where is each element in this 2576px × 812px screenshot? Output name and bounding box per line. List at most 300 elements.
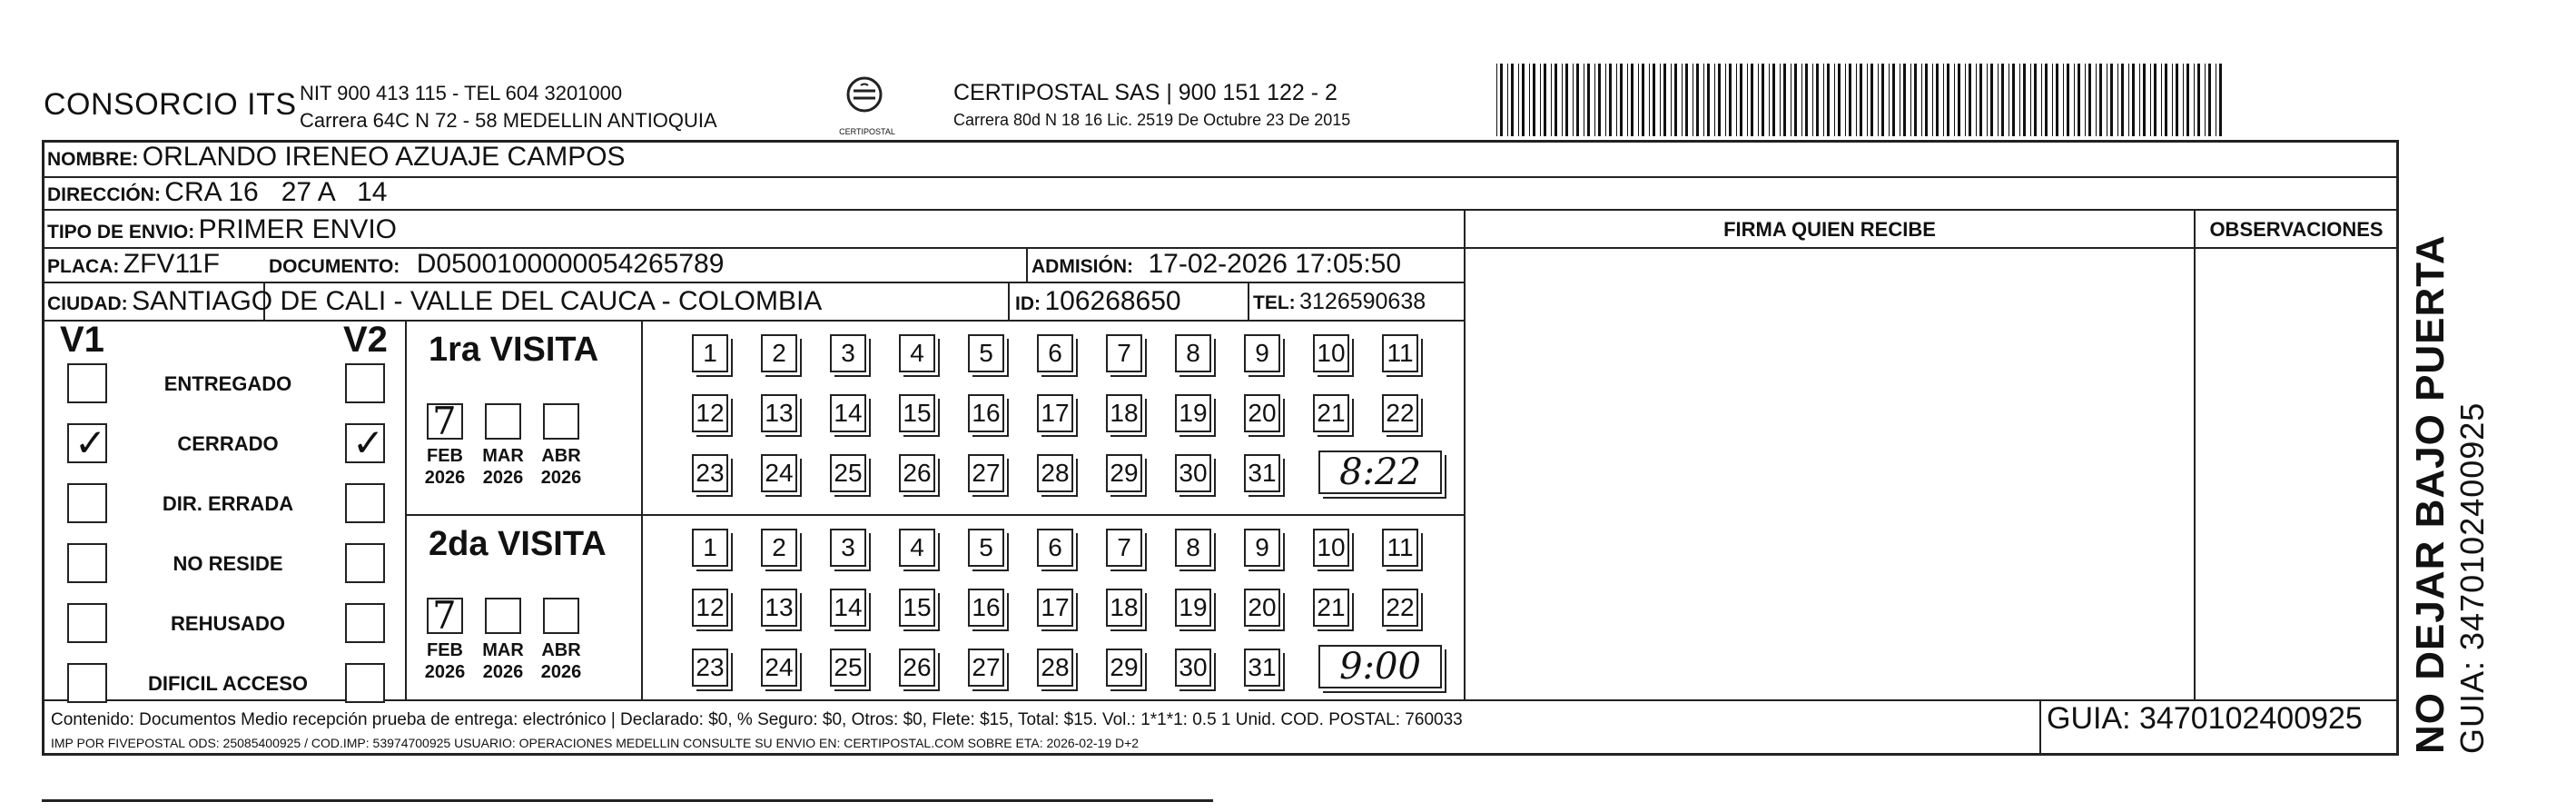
month-year: 2026 — [482, 468, 524, 488]
barcode-bar — [1522, 64, 1525, 136]
day-box[interactable]: 17 — [1037, 394, 1073, 432]
day-box[interactable]: 31 — [1244, 454, 1280, 492]
barcode-bar — [2128, 64, 2129, 136]
barcode-bar — [2194, 64, 2195, 136]
barcode-bar — [1823, 64, 1824, 136]
barcode-bar — [1562, 64, 1563, 136]
day-box[interactable]: 3 — [830, 334, 866, 372]
day-box[interactable]: 23 — [692, 454, 728, 492]
barcode-bar — [1892, 64, 1895, 136]
barcode-bar — [2154, 64, 2157, 136]
barcode-bar — [1511, 64, 1514, 136]
v2-header: V2 — [343, 320, 388, 360]
day-box[interactable]: 18 — [1106, 394, 1142, 432]
id-row — [1015, 286, 1181, 317]
month-year: 2026 — [424, 662, 466, 682]
nombre-value: ORLANDO IRENEO AZUAJE CAMPOS — [142, 142, 626, 172]
barcode-bar — [1834, 64, 1835, 136]
day-box[interactable]: 19 — [1175, 589, 1211, 627]
barcode-bar — [1638, 64, 1639, 136]
barcode-bar — [1576, 64, 1579, 136]
barcode-bar — [2219, 64, 2222, 136]
direccion-value: CRA 16 27 A 14 — [164, 177, 388, 207]
day-box[interactable]: 20 — [1244, 589, 1280, 627]
barcode-bar — [1649, 64, 1650, 136]
barcode-bar — [1587, 64, 1590, 136]
placa-row — [47, 249, 220, 280]
id-label: ID: — [1015, 293, 1041, 314]
barcode-bar — [1496, 64, 1497, 136]
v2-checkbox[interactable] — [345, 663, 385, 703]
barcode-bar — [2041, 64, 2042, 136]
month-checkbox[interactable] — [543, 403, 579, 440]
day-box[interactable]: 23 — [692, 649, 728, 687]
barcode-bar — [1653, 64, 1655, 136]
status-label: ENTREGADO — [163, 372, 292, 395]
barcode-bar — [2056, 64, 2058, 136]
tel-value: 3126590638 — [1299, 289, 1426, 314]
barcode-bar — [1565, 64, 1568, 136]
visit-title: 2da VISITA — [429, 525, 607, 563]
visit-title: 1ra VISITA — [429, 331, 599, 369]
barcode-bar — [1881, 64, 1884, 136]
day-box[interactable]: 24 — [761, 454, 797, 492]
day-box[interactable]: 22 — [1382, 589, 1418, 627]
barcode-bar — [2074, 64, 2075, 136]
barcode-bar — [1838, 64, 1841, 136]
side-note — [2408, 234, 2492, 754]
barcode-bar — [2099, 64, 2102, 136]
day-box[interactable]: 31 — [1244, 649, 1280, 687]
ciudad-row — [47, 286, 822, 317]
barcode-bar — [2012, 64, 2015, 136]
company-address-line: Carrera 64C N 72 - 58 MEDELLIN ANTIOQUIA — [300, 109, 717, 132]
barcode-bar — [1736, 64, 1737, 136]
barcode-bar — [1696, 64, 1699, 136]
barcode-bar — [2117, 64, 2118, 136]
day-box[interactable]: 21 — [1313, 394, 1349, 432]
barcode-bar — [2008, 64, 2009, 136]
day-box[interactable]: 28 — [1037, 649, 1073, 687]
status-label: REHUSADO — [171, 612, 285, 635]
day-box[interactable]: 8 — [1175, 529, 1211, 567]
barcode-bar — [1718, 64, 1721, 136]
v1-header: V1 — [60, 320, 104, 360]
v2-checkbox[interactable] — [345, 423, 385, 463]
day-box[interactable]: 29 — [1106, 649, 1142, 687]
divider — [2039, 699, 2041, 756]
side-guia: GUIA: 3470102400925 — [2453, 401, 2491, 754]
barcode-bar — [2176, 64, 2178, 136]
barcode-bar — [1682, 64, 1683, 136]
month-checkbox[interactable] — [427, 399, 463, 443]
tel-row — [1253, 289, 1426, 315]
barcode-bar — [1573, 64, 1574, 136]
day-box[interactable]: 13 — [761, 394, 797, 432]
barcode-bar — [1812, 64, 1813, 136]
month-year: 2026 — [540, 662, 582, 682]
v1-checkbox[interactable] — [67, 363, 107, 403]
barcode-bar — [2096, 64, 2097, 136]
day-box[interactable]: 11 — [1382, 529, 1418, 567]
v1-checkbox[interactable] — [67, 663, 107, 703]
day-box[interactable]: 12 — [692, 394, 728, 432]
status-label: DIFICIL ACCESO — [147, 672, 308, 695]
day-box[interactable]: 26 — [899, 649, 935, 687]
day-box[interactable]: 27 — [968, 649, 1004, 687]
divider — [1026, 247, 1028, 282]
logo-text: CERTIPOSTAL — [839, 127, 895, 136]
barcode-bar — [1979, 64, 1982, 136]
barcode-bar — [2023, 64, 2026, 136]
barcode-bar — [1725, 64, 1726, 136]
barcode-bar — [1518, 64, 1519, 136]
certipostal-address: Carrera 80d N 18 16 Lic. 2519 De Octubre 23 De 2015 — [953, 111, 1351, 129]
observaciones-header: OBSERVACIONES — [2209, 218, 2384, 241]
barcode-bar — [2143, 64, 2146, 136]
id-value: 106268650 — [1044, 286, 1181, 316]
divider — [42, 699, 2399, 701]
barcode-bar — [2052, 64, 2053, 136]
nombre-row — [47, 142, 626, 173]
barcode-bar — [1642, 64, 1644, 136]
visit-time[interactable]: 8:22 — [1318, 451, 1442, 494]
day-box[interactable]: 21 — [1313, 589, 1349, 627]
day-box[interactable]: 16 — [968, 589, 1004, 627]
barcode-bar — [1849, 64, 1851, 136]
day-box[interactable]: 5 — [968, 334, 1004, 372]
barcode-bar — [1762, 64, 1764, 136]
barcode-bar — [1932, 64, 1933, 136]
day-box[interactable]: 20 — [1244, 394, 1280, 432]
barcode-bar — [1620, 64, 1623, 136]
barcode-bar — [1769, 64, 1770, 136]
documento-row — [269, 249, 724, 280]
tipo-label: TIPO DE ENVIO: — [47, 222, 195, 243]
divider — [1466, 247, 2399, 249]
v2-checkbox[interactable] — [345, 603, 385, 643]
barcode-bar — [2110, 64, 2113, 136]
divider — [2194, 209, 2196, 699]
barcode-bar — [2132, 64, 2135, 136]
day-box[interactable]: 6 — [1037, 334, 1073, 372]
barcode-bar — [1714, 64, 1715, 136]
v2-checkbox[interactable] — [345, 363, 385, 403]
barcode-bar — [1827, 64, 1830, 136]
barcode-bar — [2172, 64, 2173, 136]
month-year: 2026 — [424, 468, 466, 488]
barcode-bar — [1794, 64, 1797, 136]
day-box[interactable]: 15 — [899, 589, 935, 627]
tel-label: TEL: — [1253, 292, 1296, 313]
barcode-bar — [1616, 64, 1617, 136]
firma-header: FIRMA QUIEN RECIBE — [1723, 218, 1936, 241]
day-box[interactable]: 30 — [1175, 454, 1211, 492]
barcode-bar — [1867, 64, 1868, 136]
day-box[interactable]: 1 — [692, 334, 728, 372]
company-nit-line: NIT 900 413 115 - TEL 604 3201000 — [300, 82, 623, 104]
barcode-bar — [1805, 64, 1808, 136]
barcode-bar — [1783, 64, 1786, 136]
day-box[interactable]: 24 — [761, 649, 797, 687]
day-box[interactable]: 3 — [830, 529, 866, 567]
barcode-bar — [1554, 64, 1557, 136]
month-name: ABR — [541, 640, 581, 660]
day-box[interactable]: 10 — [1313, 529, 1349, 567]
day-box[interactable]: 4 — [899, 529, 935, 567]
barcode-bar — [1660, 64, 1661, 136]
barcode-bar — [1751, 64, 1753, 136]
barcode-bar — [1870, 64, 1873, 136]
barcode-bar — [2208, 64, 2211, 136]
direccion-row — [47, 177, 387, 208]
barcode-bar — [2085, 64, 2086, 136]
month-checkbox[interactable] — [485, 598, 521, 634]
barcode-bar — [1845, 64, 1846, 136]
status-label: CERRADO — [177, 432, 279, 455]
barcode-bar — [1609, 64, 1612, 136]
visit-time[interactable]: 9:00 — [1318, 645, 1442, 688]
company-name: CONSORCIO ITS — [44, 87, 297, 122]
barcode-bar — [1976, 64, 1977, 136]
month-name: MAR — [482, 640, 524, 660]
day-box[interactable]: 27 — [968, 454, 1004, 492]
barcode-bar — [1947, 64, 1949, 136]
day-box[interactable]: 9 — [1244, 529, 1280, 567]
day-box[interactable]: 30 — [1175, 649, 1211, 687]
divider — [2397, 140, 2399, 756]
day-box[interactable]: 17 — [1037, 589, 1073, 627]
day-box[interactable]: 9 — [1244, 334, 1280, 372]
barcode-bar — [1703, 64, 1704, 136]
barcode-bar — [1921, 64, 1922, 136]
footer-content-line: Contenido: Documentos Medio recepción prueba de entrega: electrónico | Declarado: $0, % Seguro: $0, Otros: $0, Flete: $15, Total: $15. Vol.: 1*1*1: 0.5 1 Unid. COD. POSTAL: 760033 — [51, 710, 1463, 729]
barcode-bar — [1500, 64, 1503, 136]
day-box[interactable]: 25 — [830, 649, 866, 687]
day-box[interactable]: 14 — [830, 589, 866, 627]
barcode-bar — [1605, 64, 1606, 136]
barcode-bar — [1747, 64, 1748, 136]
barcode-bar — [1507, 64, 1508, 136]
v1-checkbox[interactable] — [67, 483, 107, 523]
documento-label: DOCUMENTO: — [269, 256, 400, 277]
status-label: NO RESIDE — [173, 552, 283, 575]
barcode-bar — [2161, 64, 2162, 136]
barcode-bar — [2183, 64, 2184, 136]
barcode-bar — [1965, 64, 1966, 136]
barcode-bar — [1598, 64, 1601, 136]
barcode-bar — [1544, 64, 1546, 136]
divider — [1008, 282, 1010, 320]
barcode-bar — [1801, 64, 1802, 136]
barcode-bar — [2067, 64, 2069, 136]
day-box[interactable]: 1 — [692, 529, 728, 567]
day-box[interactable]: 13 — [761, 589, 797, 627]
day-box[interactable]: 6 — [1037, 529, 1073, 567]
day-box[interactable]: 10 — [1313, 334, 1349, 372]
ciudad-label: CIUDAD: — [47, 293, 128, 314]
month-mark: 7 — [432, 593, 457, 638]
barcode-bar — [1958, 64, 1960, 136]
barcode-bar — [1987, 64, 1988, 136]
day-box[interactable]: 19 — [1175, 394, 1211, 432]
day-box[interactable]: 4 — [899, 334, 935, 372]
divider — [42, 176, 2399, 178]
barcode-bar — [2045, 64, 2048, 136]
barcode-bar — [1663, 64, 1666, 136]
barcode-bar — [1533, 64, 1535, 136]
v2-checkbox[interactable] — [345, 483, 385, 523]
barcode-bar — [1860, 64, 1862, 136]
barcode-bar — [1772, 64, 1775, 136]
divider — [42, 209, 2399, 211]
day-box[interactable]: 8 — [1175, 334, 1211, 372]
barcode-bar — [1674, 64, 1677, 136]
barcode-bar — [1856, 64, 1857, 136]
barcode-bar — [2063, 64, 2064, 136]
barcode-bar — [2139, 64, 2140, 136]
direccion-label: DIRECCIÓN: — [47, 184, 161, 205]
month-checkbox[interactable] — [543, 598, 579, 634]
v1-check-mark: ✓ — [74, 421, 107, 465]
barcode-bar — [2165, 64, 2167, 136]
divider — [1248, 282, 1249, 320]
month-checkbox[interactable] — [427, 593, 463, 638]
bottom-rule — [42, 799, 1213, 802]
barcode-bar — [2001, 64, 2004, 136]
month-name: MAR — [482, 446, 524, 466]
day-box[interactable]: 14 — [830, 394, 866, 432]
footer-print-line: IMP POR FIVEPOSTAL ODS: 25085400925 / COD.IMP: 53974700925 USUARIO: OPERACIONES MEDELLIN CONSULTE SU ENVIO EN: CERTIPOSTAL.COM SOBRE ETA: 2026-02-19 D+2 — [51, 736, 1140, 750]
month-mark: 7 — [432, 399, 457, 443]
month-name: FEB — [427, 640, 463, 660]
barcode-bar — [1540, 64, 1541, 136]
barcode-bar — [2019, 64, 2020, 136]
company-info — [300, 80, 717, 134]
day-box[interactable]: 25 — [830, 454, 866, 492]
guia-number: GUIA: 3470102400925 — [2047, 701, 2363, 736]
day-box[interactable]: 5 — [968, 529, 1004, 567]
admision-label: ADMISIÓN: — [1031, 256, 1133, 277]
month-label — [476, 639, 530, 683]
barcode-bar — [1925, 64, 1928, 136]
barcode-bar — [1943, 64, 1944, 136]
tipo-value: PRIMER ENVIO — [198, 214, 398, 244]
divider — [405, 514, 1466, 516]
barcode-bar — [1758, 64, 1759, 136]
day-box[interactable]: 12 — [692, 589, 728, 627]
barcode-bar — [1816, 64, 1819, 136]
day-box[interactable]: 7 — [1106, 529, 1142, 567]
barcode-bar — [1594, 64, 1595, 136]
month-label — [476, 445, 530, 489]
certipostal-line: CERTIPOSTAL SAS | 900 151 122 - 2 — [953, 80, 1337, 105]
tipo-row — [47, 214, 397, 245]
barcode-bar — [1910, 64, 1911, 136]
barcode-bar — [1529, 64, 1530, 136]
placa-label: PLACA: — [47, 256, 120, 277]
status-label: DIR. ERRADA — [162, 492, 294, 515]
barcode-bar — [1914, 64, 1917, 136]
barcode-bar — [2034, 64, 2037, 136]
documento-value: D0500100000054265789 — [416, 249, 725, 279]
barcode-bar — [1990, 64, 1993, 136]
divider — [42, 282, 1466, 283]
ciudad-value: SANTIAGO DE CALI - VALLE DEL CAUCA - COLOMBIA — [132, 286, 823, 316]
side-warning: NO DEJAR BAJO PUERTA — [2408, 234, 2453, 754]
month-label — [418, 639, 472, 683]
day-box[interactable]: 7 — [1106, 334, 1142, 372]
v1-checkbox[interactable] — [67, 603, 107, 643]
day-box[interactable]: 18 — [1106, 589, 1142, 627]
month-label — [418, 445, 472, 489]
barcode-bar — [1740, 64, 1742, 136]
v1-checkbox[interactable] — [67, 423, 107, 463]
barcode-bar — [2197, 64, 2200, 136]
v2-check-mark: ✓ — [352, 421, 385, 465]
admision-row — [1031, 249, 1401, 280]
barcode-bar — [2078, 64, 2080, 136]
month-name: FEB — [427, 446, 463, 466]
barcode-bar — [2030, 64, 2031, 136]
day-box[interactable]: 28 — [1037, 454, 1073, 492]
day-box[interactable]: 11 — [1382, 334, 1418, 372]
day-box[interactable]: 2 — [761, 529, 797, 567]
barcode-bar — [1671, 64, 1672, 136]
v2-checkbox[interactable] — [345, 543, 385, 583]
barcode-bar — [2088, 64, 2091, 136]
placa-value: ZFV11F — [123, 249, 220, 279]
v1-checkbox[interactable] — [67, 543, 107, 583]
day-box[interactable]: 26 — [899, 454, 935, 492]
barcode-bar — [2205, 64, 2206, 136]
month-label — [534, 639, 588, 683]
day-box[interactable]: 15 — [899, 394, 935, 432]
nombre-label: NOMBRE: — [47, 149, 139, 170]
barcode-bar — [1631, 64, 1633, 136]
divider — [405, 320, 407, 699]
barcode-bar — [1627, 64, 1628, 136]
month-year: 2026 — [540, 468, 582, 488]
barcode-bar — [1729, 64, 1732, 136]
day-box[interactable]: 2 — [761, 334, 797, 372]
admision-value: 17-02-2026 17:05:50 — [1148, 249, 1402, 279]
divider — [641, 320, 643, 699]
barcode-bar — [1998, 64, 1999, 136]
certipostal-logo-icon — [834, 73, 895, 134]
day-box[interactable]: 22 — [1382, 394, 1418, 432]
barcode-bar — [1903, 64, 1906, 136]
barcode-bar — [2150, 64, 2151, 136]
month-name: ABR — [541, 446, 581, 466]
divider — [1464, 209, 1466, 699]
barcode-bar — [2121, 64, 2124, 136]
barcode-bar — [1780, 64, 1781, 136]
day-box[interactable]: 16 — [968, 394, 1004, 432]
barcode-bar — [1954, 64, 1955, 136]
barcode-bar — [1889, 64, 1890, 136]
divider — [42, 320, 1466, 322]
day-box[interactable]: 29 — [1106, 454, 1142, 492]
month-label — [534, 445, 588, 489]
barcode-bar — [1685, 64, 1688, 136]
barcode-bar — [1969, 64, 1971, 136]
barcode-bar — [1878, 64, 1879, 136]
month-checkbox[interactable] — [485, 403, 521, 440]
barcode-bar — [2186, 64, 2189, 136]
month-year: 2026 — [482, 662, 524, 682]
barcode-bar — [1936, 64, 1939, 136]
